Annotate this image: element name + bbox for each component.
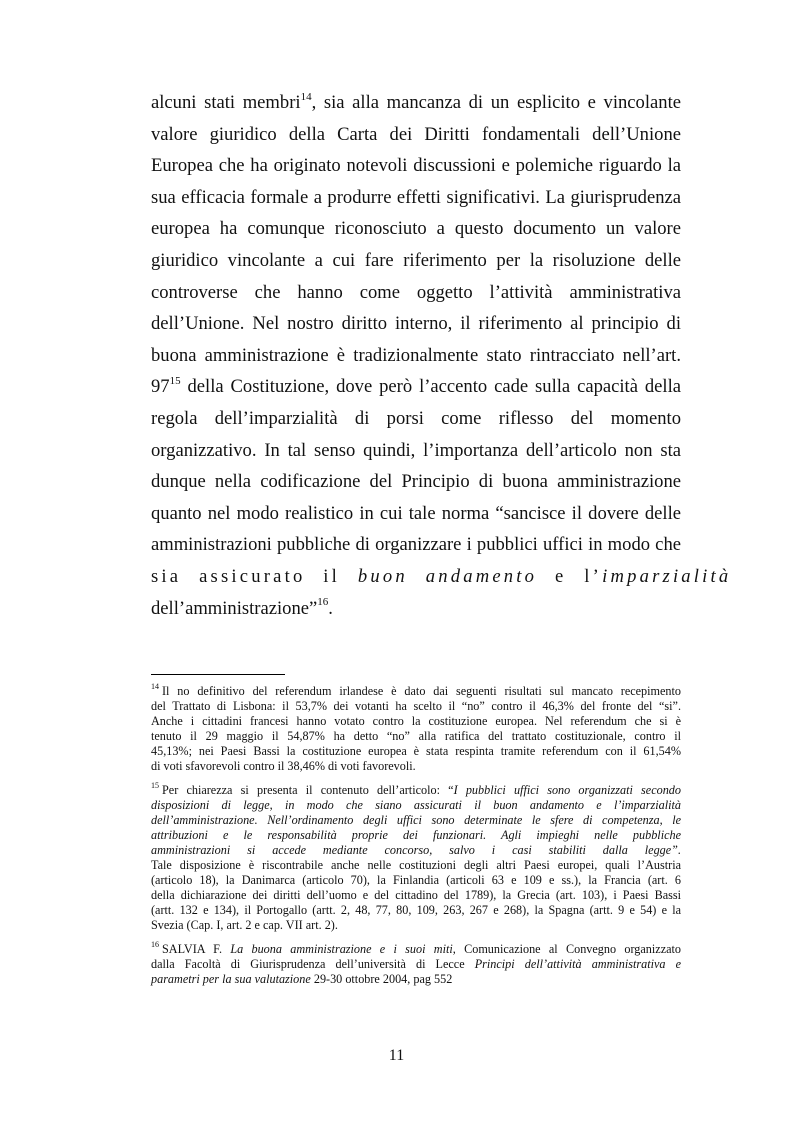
italic-text: parametri per la sua valutazione	[151, 972, 311, 986]
footnote-number: 15	[151, 780, 159, 790]
text-line	[151, 371, 681, 403]
text-run: dell’Unione. Nel nostro diritto interno, il riferimento al principio di	[151, 313, 681, 335]
text-run: Per chiarezza si presenta il contenuto dell’articolo: “	[162, 783, 454, 797]
text-run: alcuni stati membri	[151, 92, 301, 113]
italic-text: attribuzioni e le responsabilità proprie dei funzionari. Agli impieghi nelle pubbliche	[151, 828, 681, 842]
text-run: Il no definitivo del referendum irlandese è dato dai seguenti risultati sul mancato recepimento	[162, 684, 681, 698]
text-run: dell’amministrazione”	[151, 597, 318, 619]
text-run: organizzativo. In tal senso quindi, l’importanza dell’articolo non sta	[151, 439, 681, 461]
text-run: 45,13%; nei Paesi Bassi la costituzione europea è stata respinta tramite referendum con il 61,54%	[151, 744, 681, 758]
text-run: del Trattato di Lisbona: il 53,7% dei votanti ha scelto il “no” contro il 46,3% del fronte del “si”.	[151, 699, 681, 713]
text-run: giuridico vincolante a cui fare riferimento per la risoluzione delle	[151, 249, 681, 271]
text-run: sia assicurato il	[151, 565, 358, 587]
text-run: Svezia (Cap. I, art. 2 e cap. VII art. 2).	[151, 918, 338, 932]
text-run: dalla Facoltà di Giurisprudenza dell’università di Lecce	[151, 957, 475, 971]
footnote-line	[151, 858, 681, 873]
footnote-line	[151, 918, 681, 933]
text-line	[151, 498, 681, 530]
text-run: amministrazioni pubbliche di organizzare i pubblici uffici in modo che	[151, 534, 681, 556]
text-line	[151, 593, 681, 625]
footnote-line	[151, 780, 681, 798]
italic-text: Principi dell’attività amministrativa e	[474, 957, 681, 971]
footnote-line	[151, 873, 681, 888]
text-line	[151, 87, 681, 119]
text-run: , Comunicazione al Convegno organizzato	[452, 942, 681, 956]
italic-text: imparzialità	[602, 565, 732, 587]
text-run: sua efficacia formale a produrre effetti significativi. La giurisprudenza	[151, 186, 681, 208]
text-run: SALVIA F.	[162, 942, 231, 956]
text-run: europea ha comunque riconosciuto a questo documento un valore	[151, 218, 681, 240]
main-paragraph	[151, 87, 732, 624]
footnote-line	[151, 939, 681, 957]
footnote-line	[151, 744, 681, 759]
footnotes-section	[151, 681, 681, 996]
page-number: 11	[388, 1047, 405, 1064]
text-run: della Costituzione, dove però l’accento cade sulla capacità della	[180, 376, 681, 398]
footnote-line	[151, 972, 681, 987]
text-run: della dichiarazione dei diritti dell’uomo e del cittadino del 1789), la Grecia (art. 103), i Paesi Bassi	[151, 888, 681, 902]
text-run: dunque nella codificazione del Principio di buona amministrazione	[151, 471, 681, 493]
footnote-reference: 16	[317, 596, 329, 609]
italic-text: disposizioni di legge, in modo che siano assicurati il buon andamento e l’imparzialità	[151, 798, 681, 812]
text-run: regola dell’imparzialità di porsi come riflesso del momento	[151, 407, 681, 429]
text-run: di voti sfavorevoli contro il 38,46% di voti favorevoli.	[151, 759, 416, 773]
text-run: Tale disposizione è riscontrabile anche nelle costituzioni degli altri Paesi europei, quali l’Austria	[151, 858, 681, 872]
text-run: e l’	[537, 565, 603, 587]
text-run: tenuto il 29 maggio il 54,87% ha detto “no” alla ratifica del trattato costituzionale, contro il	[151, 729, 681, 743]
text-run: , sia alla mancanza di un esplicito e vincolante	[311, 92, 681, 113]
text-run: Anche i cittadini francesi hanno votato contro la costituzione europea. Nel referendum che si è	[151, 714, 681, 728]
italic-text: amministrazioni si accede mediante concorso, salvo i casi stabiliti dalla legge”.	[151, 843, 681, 857]
text-run: Europea che ha originato notevoli discussioni e polemiche riguardo la	[151, 155, 681, 177]
text-line	[151, 529, 681, 561]
footnote-number: 14	[151, 681, 159, 691]
footnote-line	[151, 798, 681, 813]
text-line	[151, 182, 681, 214]
text-line	[151, 119, 681, 151]
text-run: quanto nel modo realistico in cui tale norma “sancisce il dovere delle	[151, 502, 681, 524]
footnote-14	[151, 681, 681, 774]
text-run: (articolo 18), la Danimarca (articolo 70), la Finlandia (articoli 63 e 109 e ss.), la Francia (art. 6	[151, 873, 681, 887]
italic-text: buon andamento	[357, 565, 538, 587]
text-line	[151, 245, 681, 277]
italic-text: dell’amministrazione. Nell’ordinamento degli uffici sono determinate le sfere di competenza, le	[151, 813, 681, 827]
text-run: buona amministrazione è tradizionalmente stato rintracciato nell’art.	[151, 344, 681, 366]
text-run: (artt. 132 e 134), il Portogallo (artt. 2, 48, 77, 80, 109, 263, 267 e 268), la Spagna (artt. 9 e 54) e la	[151, 903, 681, 917]
footnote-line	[151, 699, 681, 714]
footnote-separator	[151, 674, 285, 675]
text-line	[151, 277, 681, 309]
text-line	[151, 150, 681, 182]
text-line	[151, 308, 681, 340]
footnote-reference: 15	[169, 375, 181, 388]
footnote-line	[151, 903, 681, 918]
text-line	[151, 403, 681, 435]
italic-text: I pubblici uffici sono organizzati secondo	[453, 783, 681, 797]
footnote-line	[151, 957, 681, 972]
text-run: 97	[151, 376, 170, 398]
text-run: controverse che hanno come oggetto l’attività amministrativa	[151, 281, 681, 303]
footnote-line	[151, 759, 681, 774]
footnote-line	[151, 843, 681, 858]
italic-text: La buona amministrazione e i suoi miti	[230, 942, 453, 956]
text-line	[151, 561, 732, 593]
footnote-line	[151, 729, 681, 744]
footnote-line	[151, 828, 681, 843]
text-line	[151, 213, 681, 245]
text-line	[151, 435, 681, 467]
text-run: valore giuridico della Carta dei Diritti fondamentali dell’Unione	[151, 123, 681, 145]
footnote-line	[151, 813, 681, 828]
footnote-reference: 14	[300, 90, 312, 103]
footnote-line	[151, 888, 681, 903]
text-line	[151, 340, 681, 372]
text-run: .	[328, 597, 333, 619]
footnote-number: 16	[151, 939, 159, 949]
text-run: 29-30 ottobre 2004, pag 552	[310, 972, 453, 986]
footnote-15	[151, 780, 681, 933]
text-line	[151, 466, 681, 498]
footnote-line	[151, 681, 681, 699]
footnote-16	[151, 939, 681, 987]
footnote-line	[151, 714, 681, 729]
